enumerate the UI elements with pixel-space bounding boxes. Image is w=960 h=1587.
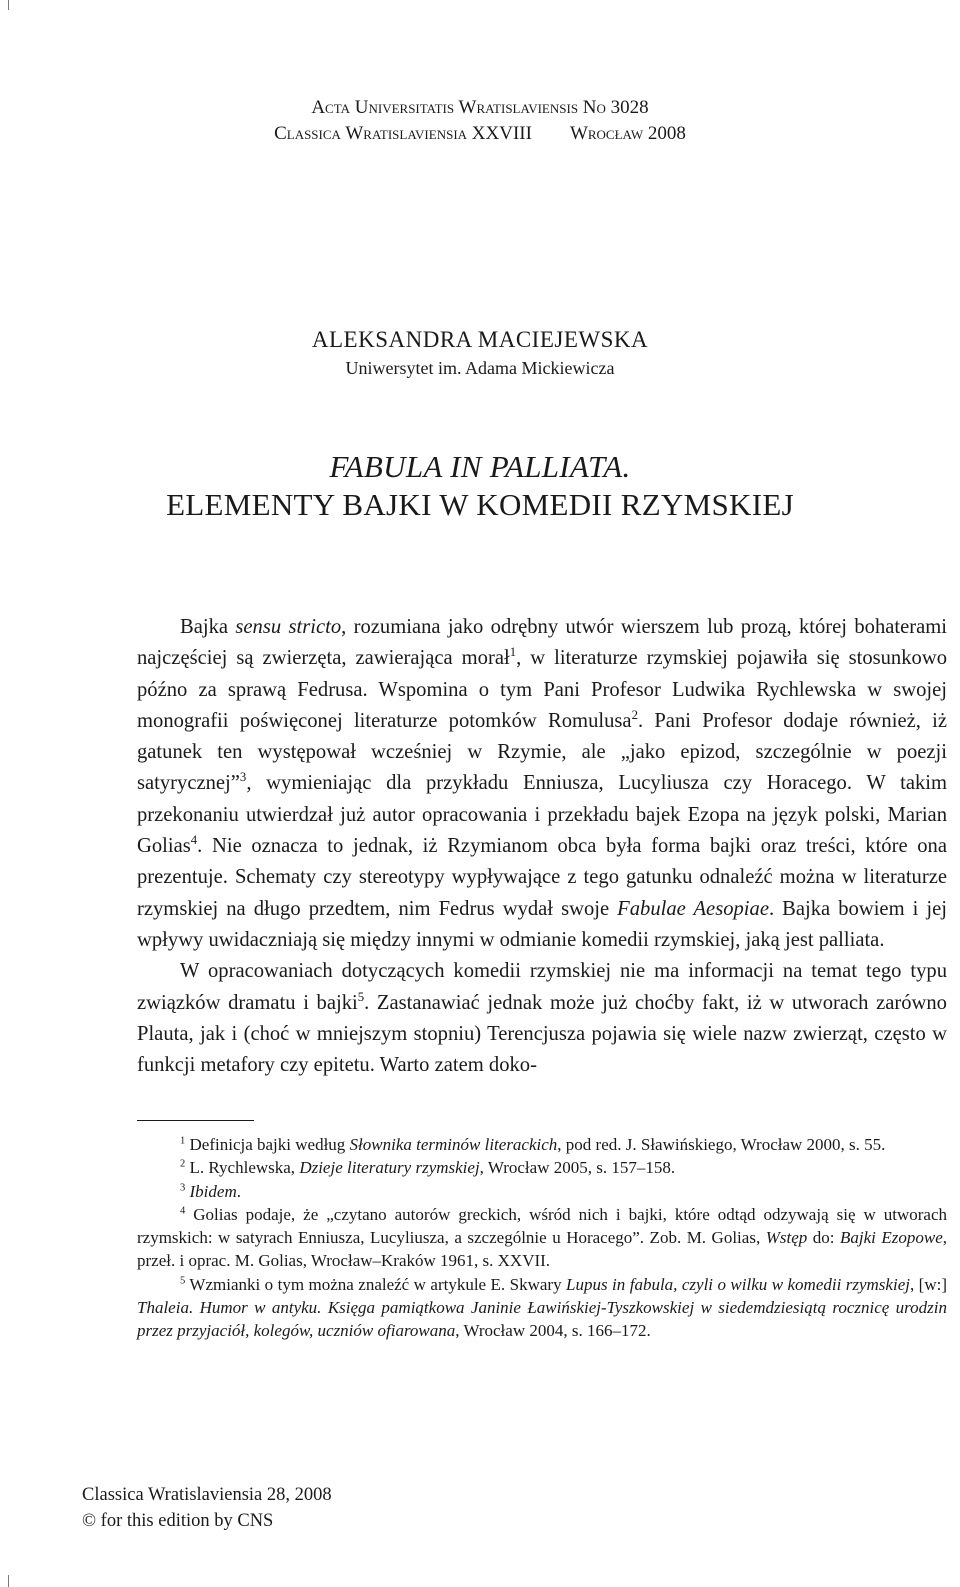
text-span: , wymieniając dla przykładu Enniusza, Lucyliusza czy Horacego. W takim przekonaniu utwierdzał już autor opracowania i przekładu bajek Ezopa na język polski, Marian Golias [137, 772, 947, 858]
text-span: , Wrocław 2004, s. 166–172. [455, 1321, 651, 1341]
paragraph-2 [137, 956, 947, 1081]
footnote-ref-3[interactable]: 3 [239, 770, 247, 785]
journal-series: Classica Wratislaviensia XXVIII [274, 123, 532, 144]
italic-title: Wstęp [765, 1228, 808, 1248]
journal-header [0, 95, 960, 147]
journal-series-line [0, 121, 960, 147]
text-span: Wzmianki o tym można znaleźć w artykule E. Skwary [185, 1274, 567, 1294]
crop-mark-top [8, 0, 9, 10]
footnote-3 [137, 1180, 947, 1203]
paragraph-1 [137, 612, 947, 956]
text-span: . Nie oznacza to jednak, iż Rzymianom obca była forma bajki oraz treści, które ona prezentuje. Schematy czy stereotypy wypływające z tego gatunku odnaleźć można w literaturze rzymskiej na długo przedtem, nim Fedrus wydał swoje [137, 835, 947, 920]
place-year: Wrocław 2008 [569, 123, 686, 144]
text-span: do: [807, 1228, 840, 1248]
footnote-ref-1[interactable]: 1 [509, 645, 517, 660]
text-span: W opracowaniach dotyczących komedii rzymskiej nie ma informacji na temat tego typu związków dramatu i bajki [137, 960, 947, 1014]
italic-title: Dzieje literatury rzymskiej [299, 1158, 480, 1178]
italic-title: Bajki Ezopowe [839, 1228, 943, 1248]
footnote-number: 2 [180, 1158, 186, 1170]
text-span: Golias podaje, że „czytano autorów greckich, wśród nich i bajki, które odtąd odzywają się w utworach rzymskich: w satyrach Enniusza, Lucyliusza, a szczególnie u Horacego”. Zob. M. Golias, [137, 1204, 947, 1248]
text-span: , [w:] [909, 1274, 947, 1294]
footnote-number: 3 [180, 1181, 186, 1193]
footer-copyright: © for this edition by CNS [82, 1511, 274, 1531]
footnote-2 [137, 1156, 947, 1179]
text-span: , rozumiana jako odrębny utwór wierszem lub prozą, której bohaterami najczęściej są zwierzęta, zawierająca morał [137, 616, 947, 670]
text-span: , przeł. i oprac. M. Golias, Wrocław–Kraków 1961, s. XXVII. [137, 1228, 947, 1271]
page-footer [82, 1482, 332, 1534]
footnote-ref-2[interactable]: 2 [631, 708, 638, 723]
italic-title: Słownika terminów literackich [349, 1135, 558, 1154]
article-title [0, 448, 960, 524]
article-body [137, 612, 947, 1081]
text-span: Definicja bajki według [185, 1135, 350, 1154]
italic-title: Fabulae Aesopiae [617, 897, 769, 920]
author-name: ALEKSANDRA MACIEJEWSKA [311, 327, 649, 352]
title-line-2: ELEMENTY BAJKI W KOMEDII RZYMSKIEJ [166, 487, 794, 522]
footnote-number: 4 [180, 1205, 186, 1217]
footnote-4 [137, 1203, 947, 1273]
text-span: . Bajka bowiem i jej wpływy uwidaczniają się między innymi w odmianie komedii rzymskiej, jaką jest palliata. [137, 897, 947, 951]
footnote-number: 1 [180, 1135, 186, 1147]
italic-term: sensu stricto [235, 616, 342, 638]
text-span: , w literaturze rzymskiej pojawiła się stosunkowo późno za sprawą Fedrusa. Wspomina o tym Pani Profesor Ludwika Rychlewska w swojej monografii poświęconej literaturze potomków Romulusa [137, 647, 947, 732]
crop-mark-bottom [8, 1575, 9, 1587]
italic-title: Lupus in fabula, czyli o wilku w komedii rzymskiej [566, 1274, 910, 1294]
italic-title: Ibidem [189, 1181, 237, 1201]
footnotes [137, 1133, 947, 1343]
footnote-number: 5 [180, 1275, 186, 1287]
footnote-separator [137, 1120, 254, 1121]
journal-name: Acta Universitatis Wratislaviensis No 3028 [311, 97, 649, 118]
text-span: . Pani Profesor dodaje również, iż gatunek ten występował wcześniej w Rzymie, ale „jako epizod, szczególnie w poezji satyrycznej” [137, 709, 947, 795]
italic-title: Thaleia. Humor w antyku. Księga pamiątkowa Janinie Ławińskiej-Tyszkowskiej w siedemdziesiątą rocznicę urodzin przez przyjaciół, kolegów, uczniów ofiarowana [137, 1298, 947, 1341]
text-span: Bajka [180, 616, 236, 638]
text-span: L. Rychlewska, [185, 1158, 300, 1178]
footer-journal: Classica Wratislaviensia 28, 2008 [82, 1485, 332, 1505]
text-span: , pod red. J. Sławińskiego, Wrocław 2000, s. 55. [557, 1135, 886, 1154]
footnote-ref-5[interactable]: 5 [357, 989, 365, 1004]
footnote-1 [137, 1133, 947, 1156]
footnote-ref-4[interactable]: 4 [190, 833, 198, 848]
text-span: . [236, 1181, 241, 1201]
author-affiliation: Uniwersytet im. Adama Mickiewicza [345, 358, 615, 378]
text-span: . Zastanawiać jednak może już choćby fakt, iż w utworach zarówno Plauta, jak i (choć w mniejszym stopniu) Terencjusza pojawia się wiele nazw zwierząt, często w funkcji metafory czy epitetu. Warto zatem doko- [137, 991, 947, 1077]
footnote-5 [137, 1273, 947, 1343]
title-line-1: FABULA IN PALLIATA. [329, 449, 631, 484]
text-span: , Wrocław 2005, s. 157–158. [479, 1158, 676, 1178]
